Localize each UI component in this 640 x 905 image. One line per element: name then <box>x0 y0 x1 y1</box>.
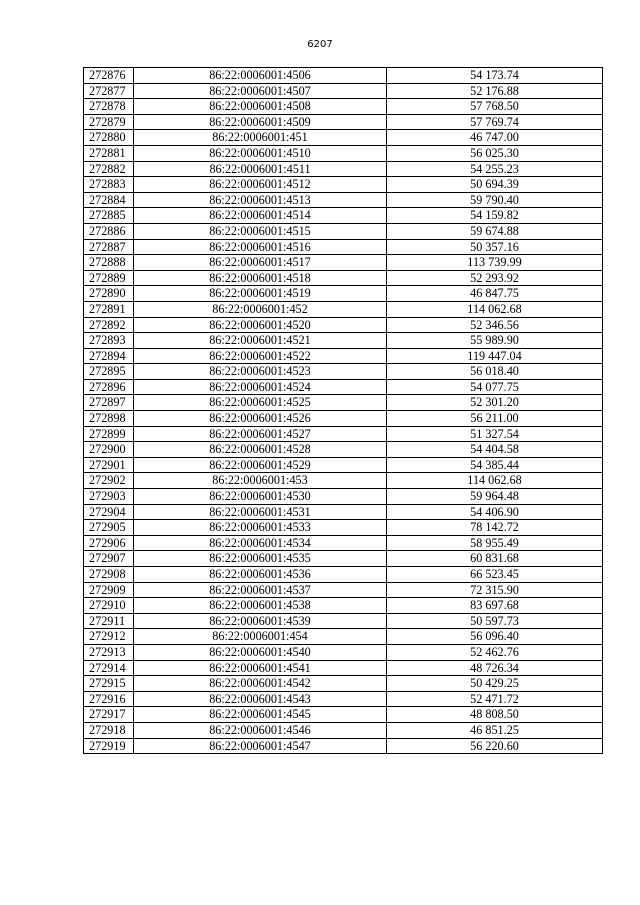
cadastral-value-cell: 54 255.23 <box>387 161 603 177</box>
cadastral-number-cell: 86:22:0006001:4520 <box>134 317 387 333</box>
cadastral-number-cell: 86:22:0006001:454 <box>134 629 387 645</box>
table-body <box>84 68 603 754</box>
cadastral-value-cell: 50 694.39 <box>387 177 603 193</box>
cadastral-number-cell: 86:22:0006001:4529 <box>134 457 387 473</box>
row-number-cell: 272908 <box>84 567 134 583</box>
table-row <box>84 644 603 660</box>
row-number-cell: 272876 <box>84 68 134 84</box>
row-number-cell: 272901 <box>84 457 134 473</box>
cadastral-value-cell: 56 018.40 <box>387 364 603 380</box>
table-row <box>84 598 603 614</box>
cadastral-value-cell: 50 429.25 <box>387 676 603 692</box>
row-number-cell: 272878 <box>84 99 134 115</box>
cadastral-value-table <box>83 67 603 754</box>
row-number-cell: 272889 <box>84 270 134 286</box>
row-number-cell: 272891 <box>84 301 134 317</box>
cadastral-value-cell: 59 790.40 <box>387 192 603 208</box>
cadastral-number-cell: 86:22:0006001:4534 <box>134 535 387 551</box>
cadastral-number-cell: 86:22:0006001:452 <box>134 301 387 317</box>
cadastral-value-cell: 83 697.68 <box>387 598 603 614</box>
cadastral-value-cell: 57 769.74 <box>387 114 603 130</box>
cadastral-number-cell: 86:22:0006001:4507 <box>134 83 387 99</box>
cadastral-number-cell: 86:22:0006001:4546 <box>134 722 387 738</box>
cadastral-number-cell: 86:22:0006001:4517 <box>134 255 387 271</box>
table-row <box>84 535 603 551</box>
table-row <box>84 613 603 629</box>
row-number-cell: 272881 <box>84 145 134 161</box>
cadastral-number-cell: 86:22:0006001:4521 <box>134 333 387 349</box>
table-row <box>84 660 603 676</box>
table-row <box>84 691 603 707</box>
cadastral-value-cell: 59 964.48 <box>387 489 603 505</box>
cadastral-value-cell: 46 851.25 <box>387 722 603 738</box>
cadastral-number-cell: 86:22:0006001:4537 <box>134 582 387 598</box>
row-number-cell: 272905 <box>84 520 134 536</box>
cadastral-number-cell: 86:22:0006001:4527 <box>134 426 387 442</box>
row-number-cell: 272880 <box>84 130 134 146</box>
table-row <box>84 676 603 692</box>
cadastral-value-cell: 55 989.90 <box>387 333 603 349</box>
table-row <box>84 722 603 738</box>
cadastral-value-cell: 54 159.82 <box>387 208 603 224</box>
table-row <box>84 286 603 302</box>
table-row <box>84 426 603 442</box>
cadastral-number-cell: 86:22:0006001:4543 <box>134 691 387 707</box>
cadastral-number-cell: 86:22:0006001:4522 <box>134 348 387 364</box>
cadastral-value-cell: 58 955.49 <box>387 535 603 551</box>
cadastral-value-cell: 52 462.76 <box>387 644 603 660</box>
table-row <box>84 629 603 645</box>
cadastral-value-cell: 51 327.54 <box>387 426 603 442</box>
cadastral-value-cell: 48 726.34 <box>387 660 603 676</box>
cadastral-value-cell: 52 293.92 <box>387 270 603 286</box>
cadastral-value-cell: 48 808.50 <box>387 707 603 723</box>
cadastral-number-cell: 86:22:0006001:4516 <box>134 239 387 255</box>
cadastral-number-cell: 86:22:0006001:4535 <box>134 551 387 567</box>
table-row <box>84 457 603 473</box>
table-row <box>84 520 603 536</box>
cadastral-number-cell: 86:22:0006001:4506 <box>134 68 387 84</box>
table-row <box>84 551 603 567</box>
row-number-cell: 272886 <box>84 223 134 239</box>
row-number-cell: 272911 <box>84 613 134 629</box>
row-number-cell: 272900 <box>84 442 134 458</box>
row-number-cell: 272906 <box>84 535 134 551</box>
cadastral-value-cell: 72 315.90 <box>387 582 603 598</box>
row-number-cell: 272893 <box>84 333 134 349</box>
row-number-cell: 272898 <box>84 411 134 427</box>
cadastral-number-cell: 86:22:0006001:4540 <box>134 644 387 660</box>
row-number-cell: 272910 <box>84 598 134 614</box>
row-number-cell: 272899 <box>84 426 134 442</box>
table-row <box>84 364 603 380</box>
row-number-cell: 272919 <box>84 738 134 754</box>
table-row <box>84 567 603 583</box>
row-number-cell: 272896 <box>84 379 134 395</box>
cadastral-number-cell: 86:22:0006001:4531 <box>134 504 387 520</box>
cadastral-number-cell: 86:22:0006001:4541 <box>134 660 387 676</box>
cadastral-value-cell: 52 176.88 <box>387 83 603 99</box>
cadastral-number-cell: 86:22:0006001:4545 <box>134 707 387 723</box>
cadastral-number-cell: 86:22:0006001:4536 <box>134 567 387 583</box>
cadastral-number-cell: 86:22:0006001:4526 <box>134 411 387 427</box>
table-row <box>84 270 603 286</box>
cadastral-number-cell: 86:22:0006001:4519 <box>134 286 387 302</box>
table-row <box>84 145 603 161</box>
cadastral-number-cell: 86:22:0006001:4533 <box>134 520 387 536</box>
cadastral-number-cell: 86:22:0006001:4513 <box>134 192 387 208</box>
row-number-cell: 272909 <box>84 582 134 598</box>
page-number: 6207 <box>307 39 333 50</box>
row-number-cell: 272882 <box>84 161 134 177</box>
row-number-cell: 272904 <box>84 504 134 520</box>
cadastral-value-cell: 52 301.20 <box>387 395 603 411</box>
cadastral-value-cell: 54 385.44 <box>387 457 603 473</box>
cadastral-number-cell: 86:22:0006001:4523 <box>134 364 387 380</box>
cadastral-value-cell: 50 357.16 <box>387 239 603 255</box>
row-number-cell: 272915 <box>84 676 134 692</box>
table-row <box>84 707 603 723</box>
table-row <box>84 99 603 115</box>
cadastral-number-cell: 86:22:0006001:4508 <box>134 99 387 115</box>
cadastral-number-cell: 86:22:0006001:4515 <box>134 223 387 239</box>
cadastral-number-cell: 86:22:0006001:4524 <box>134 379 387 395</box>
table-row <box>84 504 603 520</box>
cadastral-number-cell: 86:22:0006001:4511 <box>134 161 387 177</box>
cadastral-value-cell: 119 447.04 <box>387 348 603 364</box>
row-number-cell: 272903 <box>84 489 134 505</box>
row-number-cell: 272877 <box>84 83 134 99</box>
cadastral-value-cell: 56 220.60 <box>387 738 603 754</box>
row-number-cell: 272885 <box>84 208 134 224</box>
row-number-cell: 272897 <box>84 395 134 411</box>
cadastral-value-cell: 50 597.73 <box>387 613 603 629</box>
table-row <box>84 161 603 177</box>
cadastral-value-cell: 57 768.50 <box>387 99 603 115</box>
cadastral-number-cell: 86:22:0006001:4525 <box>134 395 387 411</box>
row-number-cell: 272907 <box>84 551 134 567</box>
table-row <box>84 582 603 598</box>
row-number-cell: 272917 <box>84 707 134 723</box>
cadastral-number-cell: 86:22:0006001:4512 <box>134 177 387 193</box>
row-number-cell: 272918 <box>84 722 134 738</box>
row-number-cell: 272890 <box>84 286 134 302</box>
cadastral-value-cell: 54 173.74 <box>387 68 603 84</box>
table-row <box>84 223 603 239</box>
cadastral-value-cell: 46 847.75 <box>387 286 603 302</box>
table-row <box>84 208 603 224</box>
row-number-cell: 272912 <box>84 629 134 645</box>
cadastral-number-cell: 86:22:0006001:4510 <box>134 145 387 161</box>
cadastral-number-cell: 86:22:0006001:4542 <box>134 676 387 692</box>
table-row <box>84 411 603 427</box>
table-row <box>84 489 603 505</box>
row-number-cell: 272892 <box>84 317 134 333</box>
cadastral-number-cell: 86:22:0006001:4547 <box>134 738 387 754</box>
table-row <box>84 317 603 333</box>
table-row <box>84 379 603 395</box>
cadastral-number-cell: 86:22:0006001:451 <box>134 130 387 146</box>
cadastral-value-cell: 56 211.00 <box>387 411 603 427</box>
row-number-cell: 272879 <box>84 114 134 130</box>
cadastral-value-cell: 113 739.99 <box>387 255 603 271</box>
row-number-cell: 272883 <box>84 177 134 193</box>
table-row <box>84 473 603 489</box>
table-row <box>84 192 603 208</box>
cadastral-value-cell: 54 406.90 <box>387 504 603 520</box>
cadastral-number-cell: 86:22:0006001:4538 <box>134 598 387 614</box>
table-row <box>84 348 603 364</box>
row-number-cell: 272884 <box>84 192 134 208</box>
table-row <box>84 239 603 255</box>
table-row <box>84 177 603 193</box>
table-row <box>84 333 603 349</box>
table-row <box>84 68 603 84</box>
row-number-cell: 272902 <box>84 473 134 489</box>
table-row <box>84 738 603 754</box>
cadastral-number-cell: 86:22:0006001:4528 <box>134 442 387 458</box>
cadastral-number-cell: 86:22:0006001:4518 <box>134 270 387 286</box>
cadastral-value-cell: 56 025.30 <box>387 145 603 161</box>
table-row <box>84 442 603 458</box>
table-row <box>84 130 603 146</box>
cadastral-value-cell: 46 747.00 <box>387 130 603 146</box>
cadastral-value-cell: 52 346.56 <box>387 317 603 333</box>
table-row <box>84 114 603 130</box>
cadastral-number-cell: 86:22:0006001:4530 <box>134 489 387 505</box>
cadastral-value-cell: 56 096.40 <box>387 629 603 645</box>
cadastral-number-cell: 86:22:0006001:453 <box>134 473 387 489</box>
cadastral-number-cell: 86:22:0006001:4539 <box>134 613 387 629</box>
row-number-cell: 272914 <box>84 660 134 676</box>
cadastral-value-cell: 60 831.68 <box>387 551 603 567</box>
cadastral-value-cell: 66 523.45 <box>387 567 603 583</box>
table-row <box>84 255 603 271</box>
row-number-cell: 272888 <box>84 255 134 271</box>
cadastral-value-cell: 78 142.72 <box>387 520 603 536</box>
table-row <box>84 83 603 99</box>
row-number-cell: 272894 <box>84 348 134 364</box>
row-number-cell: 272895 <box>84 364 134 380</box>
cadastral-number-cell: 86:22:0006001:4514 <box>134 208 387 224</box>
table-row <box>84 395 603 411</box>
row-number-cell: 272913 <box>84 644 134 660</box>
cadastral-value-cell: 114 062.68 <box>387 301 603 317</box>
row-number-cell: 272916 <box>84 691 134 707</box>
cadastral-value-cell: 54 077.75 <box>387 379 603 395</box>
cadastral-value-cell: 52 471.72 <box>387 691 603 707</box>
cadastral-value-cell: 54 404.58 <box>387 442 603 458</box>
cadastral-value-cell: 114 062.68 <box>387 473 603 489</box>
table-row <box>84 301 603 317</box>
row-number-cell: 272887 <box>84 239 134 255</box>
cadastral-number-cell: 86:22:0006001:4509 <box>134 114 387 130</box>
cadastral-value-cell: 59 674.88 <box>387 223 603 239</box>
